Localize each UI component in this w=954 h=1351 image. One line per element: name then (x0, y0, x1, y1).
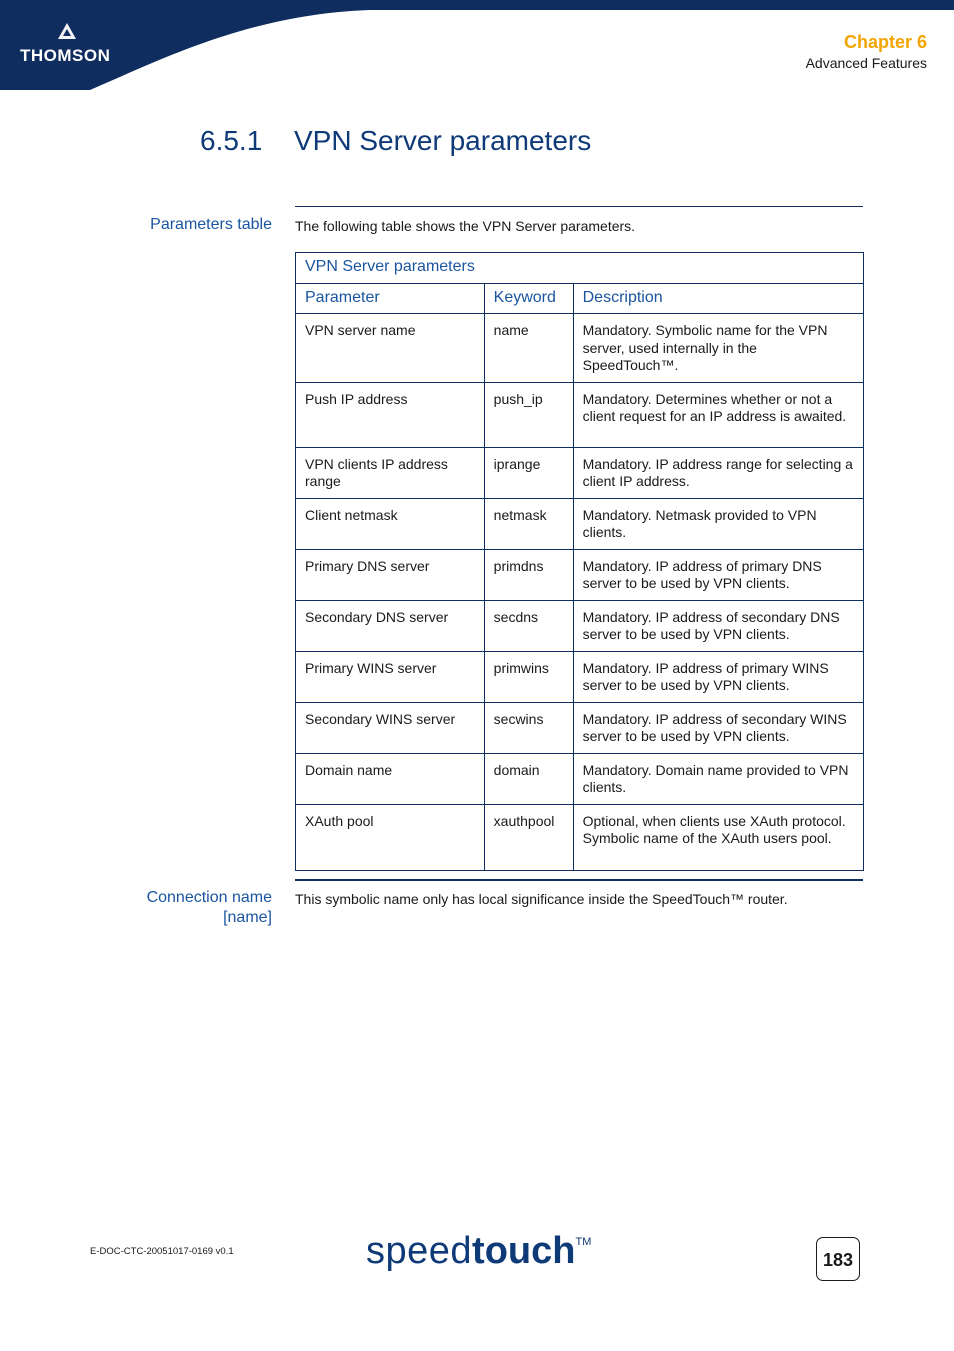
section-divider (295, 206, 863, 207)
table-header-row (296, 283, 864, 314)
cell-description: Mandatory. Netmask provided to VPN clients. (573, 498, 863, 549)
connection-divider (295, 879, 863, 881)
cell-keyword: netmask (484, 498, 573, 549)
cell-keyword: primdns (484, 549, 573, 600)
chapter-heading (806, 32, 927, 71)
table-row (296, 498, 864, 549)
connection-name-label-line2: [name] (223, 909, 272, 926)
document-code: E-DOC-CTC-20051017-0169 v0.1 (90, 1246, 234, 1257)
column-header-keyword: Keyword (484, 283, 573, 314)
cell-parameter: Secondary DNS server (296, 600, 485, 651)
cell-keyword: push_ip (484, 382, 573, 447)
column-header-parameter: Parameter (296, 283, 485, 314)
table-row (296, 651, 864, 702)
cell-description: Mandatory. Determines whether or not a client request for an IP address is awaited. (573, 382, 863, 447)
brand-light: speed (366, 1230, 473, 1272)
cell-parameter: Client netmask (296, 498, 485, 549)
cell-parameter: VPN server name (296, 314, 485, 383)
table-row (296, 753, 864, 804)
parameters-table-label: Parameters table (150, 216, 272, 233)
cell-parameter: Secondary WINS server (296, 702, 485, 753)
connection-name-label (147, 888, 272, 928)
cell-keyword: name (484, 314, 573, 383)
cell-description: Mandatory. IP address range for selecting a client IP address. (573, 447, 863, 498)
cell-parameter: Primary WINS server (296, 651, 485, 702)
column-header-description: Description (573, 283, 863, 314)
logo-text: THOMSON (20, 46, 111, 65)
table-title: VPN Server parameters (296, 253, 864, 284)
section-title (200, 125, 591, 157)
cell-parameter: Push IP address (296, 382, 485, 447)
cell-parameter: XAuth pool (296, 804, 485, 870)
table-row (296, 549, 864, 600)
cell-keyword: iprange (484, 447, 573, 498)
table-row (296, 447, 864, 498)
cell-keyword: secwins (484, 702, 573, 753)
table-row (296, 702, 864, 753)
cell-parameter: Primary DNS server (296, 549, 485, 600)
section-title-text: VPN Server parameters (294, 125, 592, 156)
table-row (296, 600, 864, 651)
vpn-server-parameters-table (295, 252, 864, 871)
section-number: 6.5.1 (200, 125, 263, 156)
table-row (296, 382, 864, 447)
cell-keyword: secdns (484, 600, 573, 651)
parameters-intro: The following table shows the VPN Server parameters. (295, 218, 636, 234)
cell-parameter: VPN clients IP address range (296, 447, 485, 498)
cell-parameter: Domain name (296, 753, 485, 804)
chapter-subtitle: Advanced Features (805, 55, 927, 71)
cell-description: Mandatory. IP address of secondary WINS server to be used by VPN clients. (573, 702, 863, 753)
speedtouch-logo (366, 1230, 591, 1273)
cell-keyword: xauthpool (484, 804, 573, 870)
table-row (296, 804, 864, 870)
brand-trademark: TM (575, 1236, 592, 1248)
cell-keyword: primwins (484, 651, 573, 702)
chapter-title: Chapter 6 (843, 32, 927, 52)
cell-description: Mandatory. IP address of primary DNS server to be used by VPN clients. (573, 549, 863, 600)
connection-name-label-line1: Connection name (146, 889, 272, 906)
page-number: 183 (816, 1237, 860, 1281)
cell-description: Mandatory. Domain name provided to VPN clients. (573, 753, 863, 804)
connection-name-text: This symbolic name only has local significance inside the SpeedTouch™ router. (295, 891, 788, 907)
table-row (296, 314, 864, 383)
brand-bold: touch (472, 1230, 576, 1272)
cell-description: Mandatory. IP address of primary WINS server to be used by VPN clients. (573, 651, 863, 702)
cell-description: Mandatory. IP address of secondary DNS server to be used by VPN clients. (573, 600, 863, 651)
cell-description: Optional, when clients use XAuth protocol. Symbolic name of the XAuth users pool. (573, 804, 863, 870)
cell-keyword: domain (484, 753, 573, 804)
cell-description: Mandatory. Symbolic name for the VPN server, used internally in the SpeedTouch™. (573, 314, 863, 383)
